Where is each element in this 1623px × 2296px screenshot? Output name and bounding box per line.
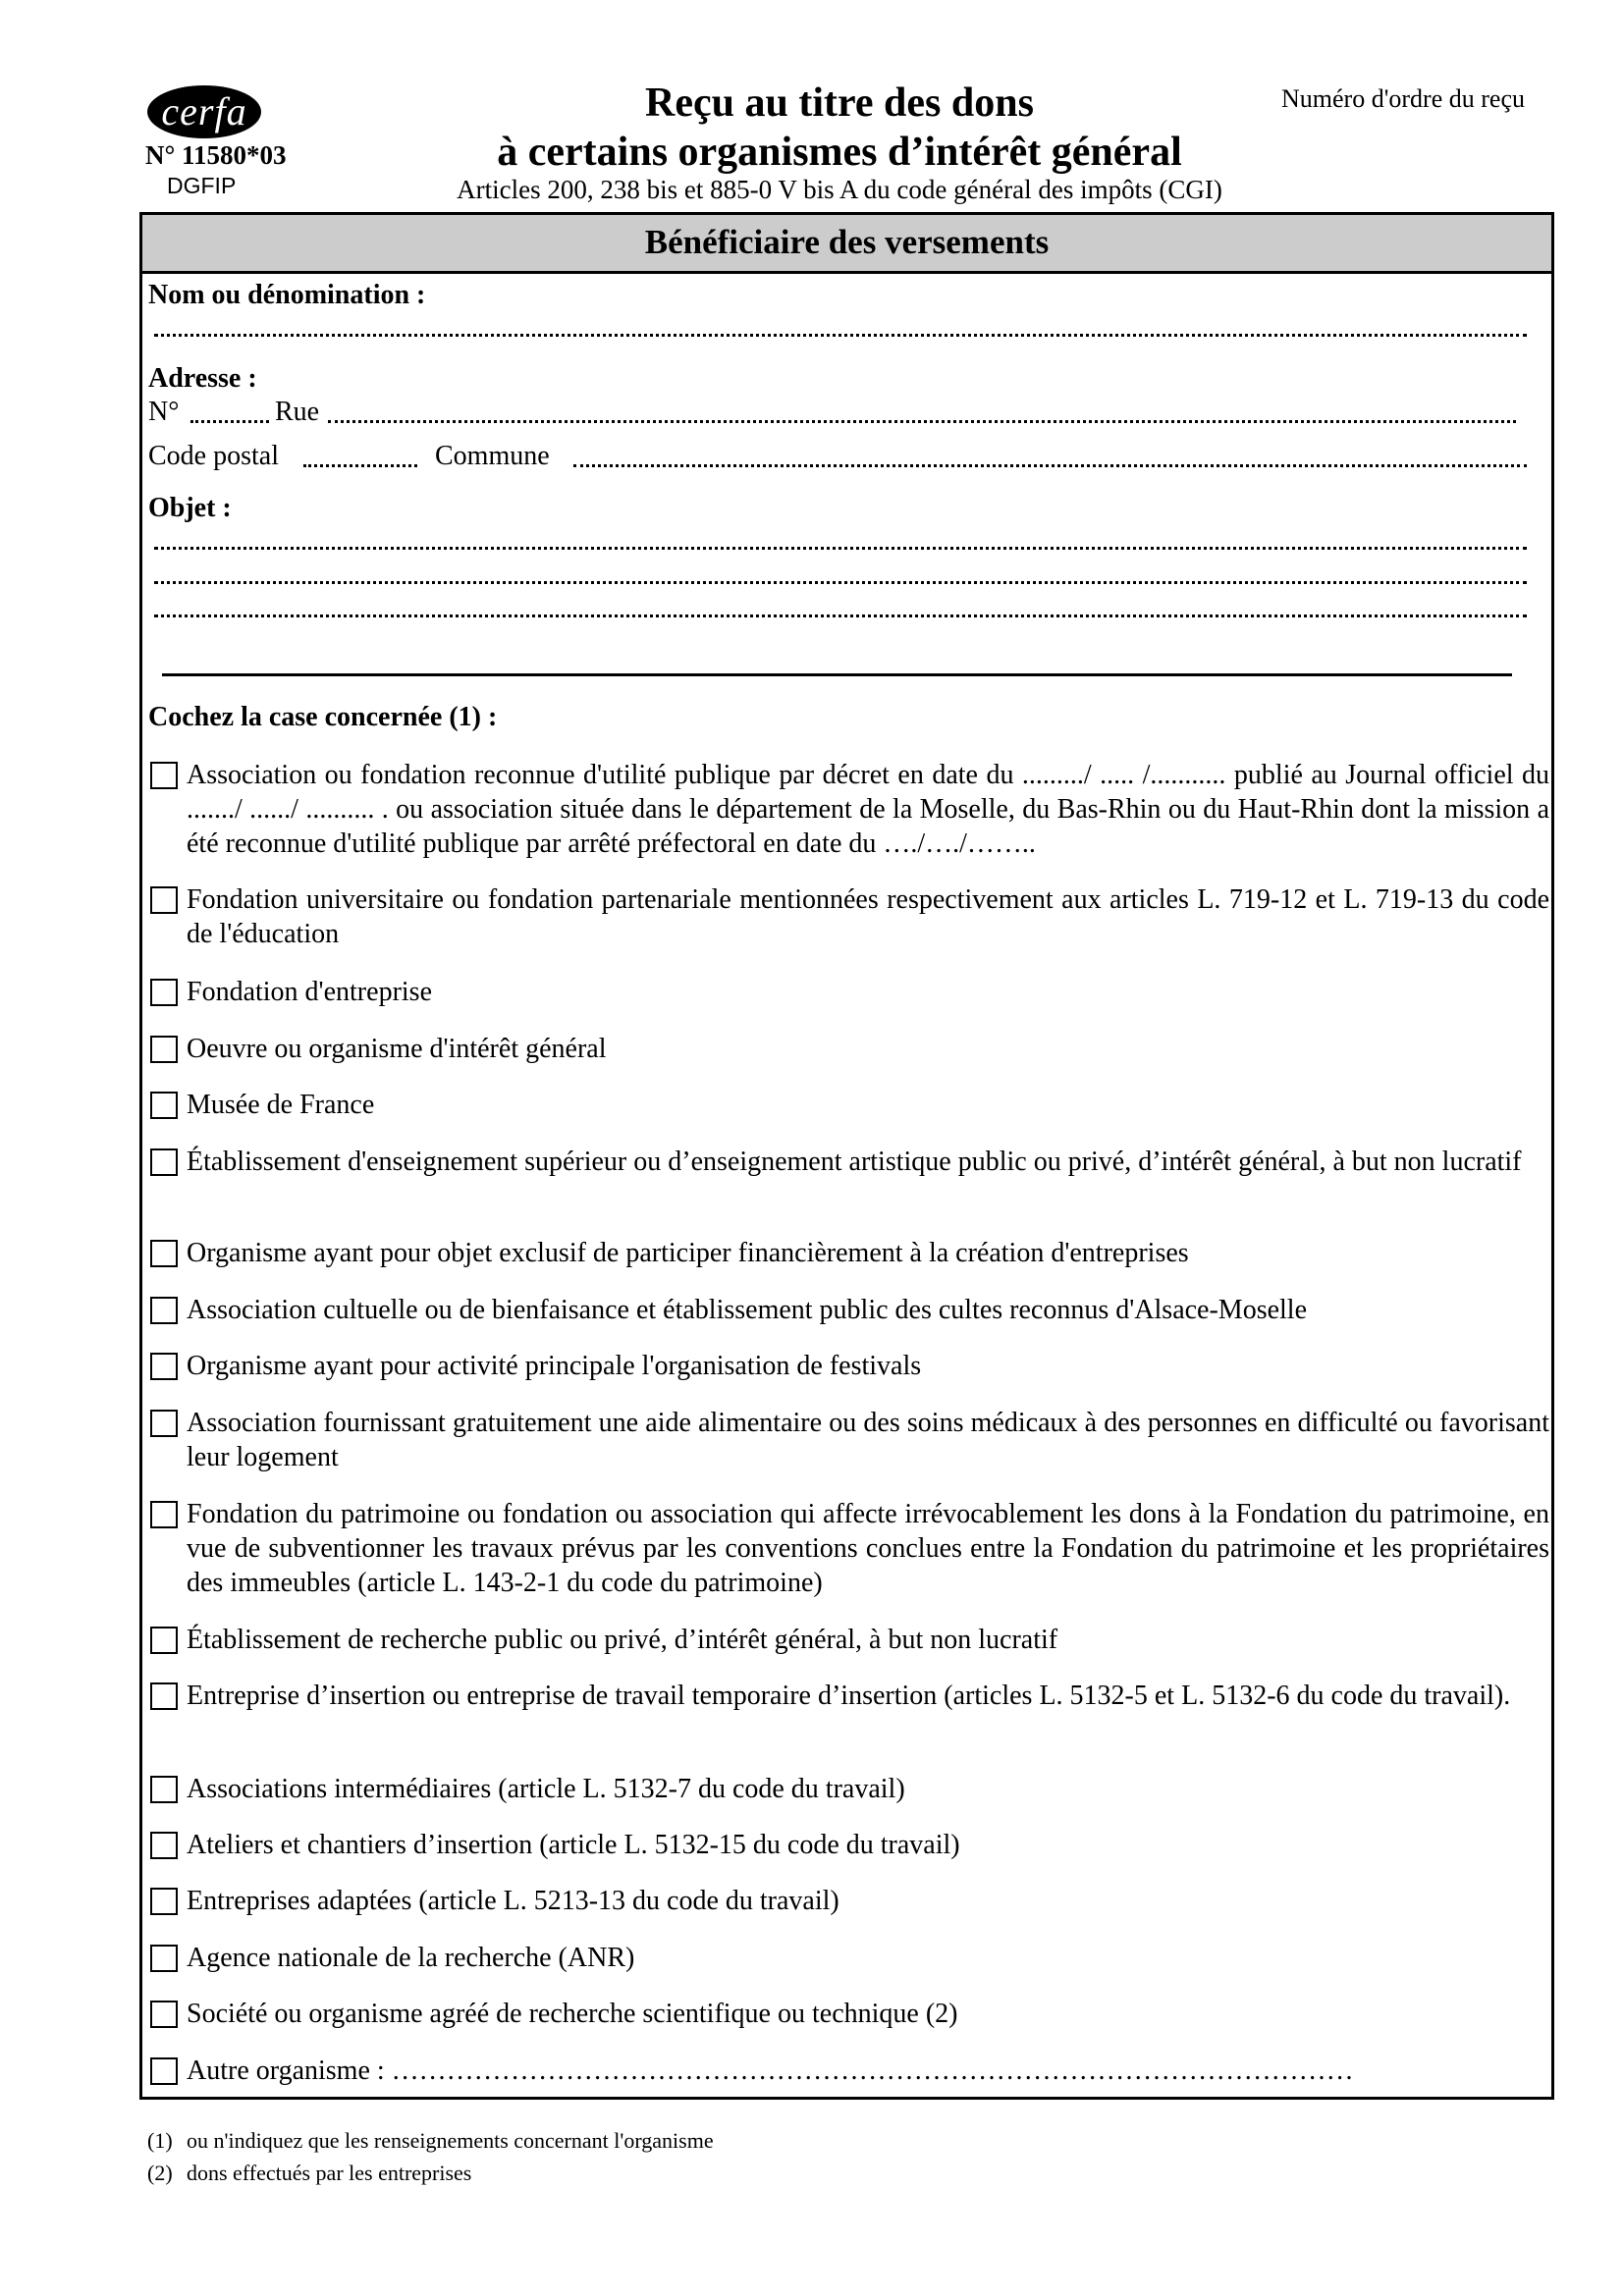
option-label: Association cultuelle ou de bienfaisance et établissement public des cultes reconnus d'Alsace-Moselle	[187, 1295, 1308, 1325]
checkbox-higher-education[interactable]	[150, 1148, 178, 1176]
option-label: Fondation universitaire ou fondation partenariale mentionnées respectivement aux articles L. 719-12 et L. 719-13 du code de l'éducation	[187, 884, 1549, 949]
page-title	[324, 79, 1355, 204]
postal-code-label: Code postal	[148, 441, 279, 471]
option-label: Associations intermédiaires (article L. 5132-7 du code du travail)	[187, 1774, 905, 1804]
checkbox-insertion-workshops[interactable]	[150, 1832, 178, 1859]
option-label: Entreprises adaptées (article L. 5213-13 du code du travail)	[187, 1886, 839, 1916]
checkbox-adapted-enterprises[interactable]	[150, 1888, 178, 1915]
checkbox-recognized-public-utility[interactable]	[150, 762, 178, 789]
checkbox-insertion-enterprise[interactable]	[150, 1682, 178, 1710]
option-label: Entreprise d’insertion ou entreprise de travail temporaire d’insertion (articles L. 5132-5 et L. 5132-6 du code du travail).	[187, 1681, 1511, 1711]
option-label: Établissement d'enseignement supérieur ou d’enseignement artistique public ou privé, d’intérêt général, à but non lucratif	[187, 1147, 1522, 1177]
footnote-text: ou n'indiquez que les renseignements concernant l'organisme	[187, 2128, 714, 2153]
option-general-interest	[150, 1032, 1554, 1066]
option-label: Organisme ayant pour objet exclusif de participer financièrement à la création d'entreprises	[187, 1238, 1189, 1268]
option-label: Association fournissant gratuitement une aide alimentaire ou des soins médicaux à des personnes en difficulté ou favorisant leur logement	[187, 1408, 1549, 1472]
option-festivals	[150, 1349, 1554, 1383]
object-label: Objet :	[148, 493, 232, 523]
footnote-2	[147, 2157, 714, 2189]
option-museum	[150, 1088, 1554, 1122]
option-corporate-foundation	[150, 975, 1554, 1009]
option-research-establishment	[150, 1623, 1554, 1657]
footnotes	[147, 2124, 714, 2189]
checkbox-anr[interactable]	[150, 1945, 178, 1972]
footnote-1	[147, 2124, 714, 2157]
option-anr	[150, 1941, 1554, 1975]
option-higher-education	[150, 1145, 1554, 1179]
option-heritage-foundation	[150, 1497, 1554, 1600]
option-insertion-workshops	[150, 1828, 1554, 1862]
checkbox-heritage-foundation[interactable]	[150, 1501, 178, 1528]
option-university-foundation	[150, 882, 1554, 951]
checkbox-food-medical-aid[interactable]	[150, 1410, 178, 1437]
option-approved-research	[150, 1997, 1554, 2031]
option-other-organization	[150, 2054, 1554, 2088]
street-number-label: N°	[148, 397, 180, 427]
option-food-medical-aid	[150, 1406, 1554, 1474]
title-line-2: à certains organismes d’intérêt général	[497, 130, 1182, 175]
option-label: Autre organisme : ……………………………………………………………………………………………	[187, 2056, 1354, 2086]
name-field[interactable]	[154, 334, 1527, 337]
street-label: Rue	[275, 397, 320, 427]
object-line-1[interactable]	[154, 547, 1527, 550]
checkbox-research-establishment[interactable]	[150, 1627, 178, 1654]
option-label: Oeuvre ou organisme d'intérêt général	[187, 1034, 607, 1064]
section-divider	[162, 673, 1512, 676]
checkbox-religious-association[interactable]	[150, 1297, 178, 1324]
legal-subtitle: Articles 200, 238 bis et 885-0 V bis A du code général des impôts (CGI)	[457, 175, 1222, 204]
name-label: Nom ou dénomination :	[148, 280, 426, 310]
city-field[interactable]	[573, 464, 1527, 467]
footnote-number: (2)	[147, 2161, 173, 2185]
option-intermediate-associations	[150, 1772, 1554, 1806]
footnote-number: (1)	[147, 2128, 173, 2153]
title-line-1: Reçu au titre des dons	[645, 80, 1034, 126]
option-label: Établissement de recherche public ou privé, d’intérêt général, à but non lucratif	[187, 1625, 1058, 1655]
option-business-creation	[150, 1236, 1554, 1270]
option-adapted-enterprises	[150, 1884, 1554, 1918]
object-line-3[interactable]	[154, 614, 1527, 617]
option-label: Musée de France	[187, 1090, 375, 1120]
agency-label: DGFIP	[167, 173, 237, 198]
checkbox-intermediate-associations[interactable]	[150, 1776, 178, 1803]
option-label: Fondation d'entreprise	[187, 977, 432, 1007]
checkbox-festivals[interactable]	[150, 1353, 178, 1380]
checkbox-approved-research[interactable]	[150, 2001, 178, 2028]
checkbox-corporate-foundation[interactable]	[150, 979, 178, 1006]
option-label: Agence nationale de la recherche (ANR)	[187, 1943, 635, 1973]
option-label: Société ou organisme agréé de recherche scientifique ou technique (2)	[187, 1999, 958, 2029]
form-number: N° 11580*03	[145, 140, 287, 170]
object-line-2[interactable]	[154, 581, 1527, 584]
option-recognized-public-utility	[150, 758, 1554, 861]
footnote-text: dons effectués par les entreprises	[187, 2161, 472, 2185]
receipt-number-label: Numéro d'ordre du reçu	[1281, 84, 1525, 113]
postal-code-field[interactable]	[303, 464, 417, 467]
option-religious-association	[150, 1293, 1554, 1327]
option-label: Ateliers et chantiers d’insertion (article L. 5132-15 du code du travail)	[187, 1830, 960, 1860]
cerfa-logo: cerfa	[147, 85, 261, 138]
street-number-field[interactable]	[190, 420, 269, 423]
option-label: Organisme ayant pour activité principale l'organisation de festivals	[187, 1351, 922, 1381]
check-instruction: Cochez la case concernée (1) :	[148, 702, 498, 732]
checkbox-general-interest[interactable]	[150, 1036, 178, 1063]
section-title: Bénéficiaire des versements	[142, 215, 1551, 274]
option-insertion-enterprise	[150, 1679, 1554, 1713]
option-label: Association ou fondation reconnue d'utilité publique par décret en date du ........./ ..... /........... publié au Journal officiel du ......./ ....../ .......... . ou association située dans le département de la Moselle, du Bas-Rhin ou du Haut-Rhin dont la mission a été reconnue d'utilité publique par arrêté préfectoral en date du …./…./……..	[187, 760, 1549, 859]
address-label: Adresse :	[148, 363, 257, 394]
street-field[interactable]	[328, 420, 1516, 423]
checkbox-university-foundation[interactable]	[150, 886, 178, 914]
checkbox-museum[interactable]	[150, 1092, 178, 1119]
checkbox-other-organization[interactable]	[150, 2057, 178, 2085]
city-label: Commune	[435, 441, 550, 471]
option-label: Fondation du patrimoine ou fondation ou association qui affecte irrévocablement les dons à la Fondation du patrimoine, en vue de subventionner les travaux prévus par les conventions conclues entre la Fondation du patrimoine et les propriétaires des immeubles (article L. 143-2-1 du code du patrimoine)	[187, 1499, 1549, 1598]
checkbox-business-creation[interactable]	[150, 1240, 178, 1267]
